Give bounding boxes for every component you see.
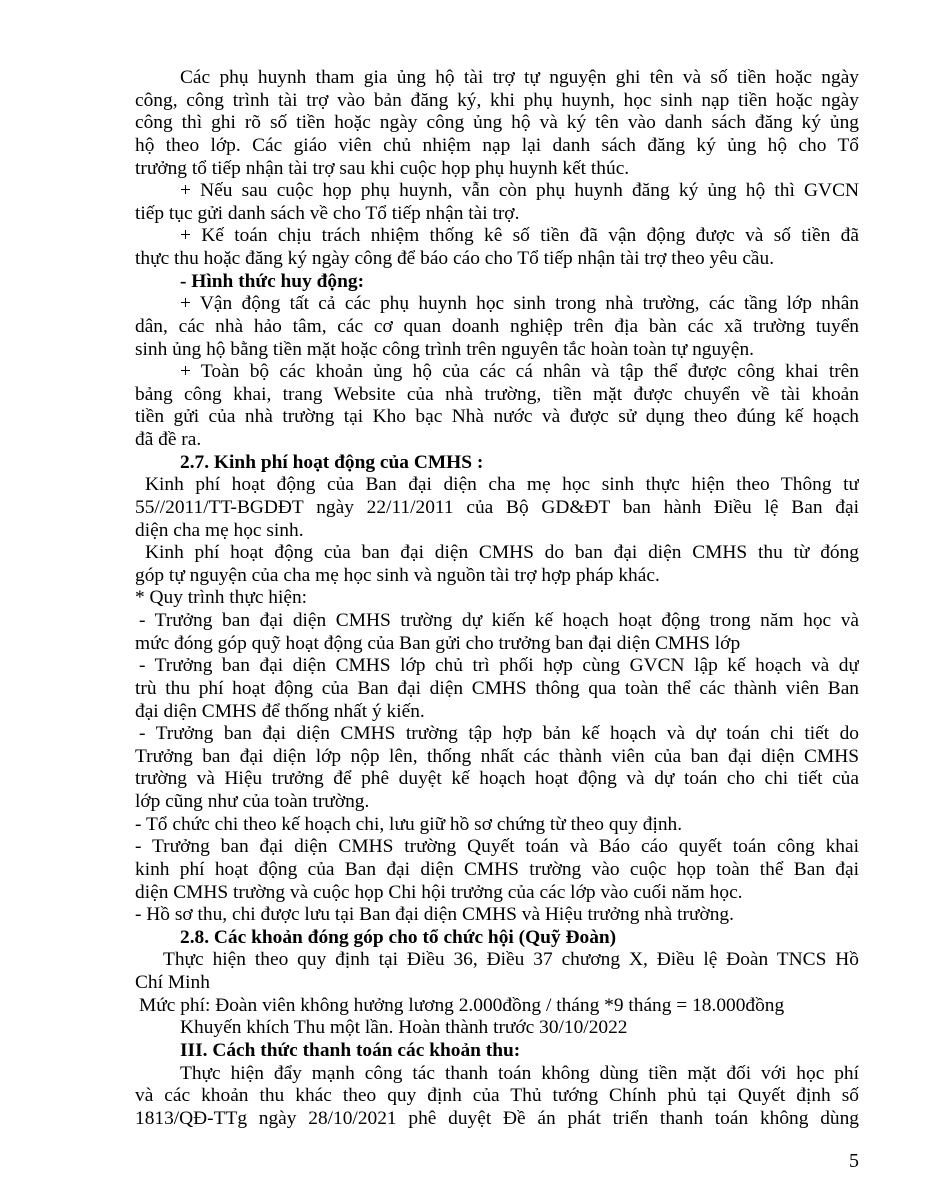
text-line: kinh phí hoạt động của Ban đại diện CMHS trường vào cuộc họp toàn thể Ban đại	[135, 858, 859, 880]
text-line: Kinh phí hoạt động của ban đại diện CMHS do ban đại diện CMHS thu từ đóng	[145, 542, 859, 564]
text-line: 55//2011/TT-BGDĐT ngày 22/11/2011 của Bộ GD&ĐT ban hành Điều lệ Ban đại	[135, 496, 859, 518]
text-line: Khuyến khích Thu một lần. Hoàn thành trước 30/10/2022	[180, 1017, 628, 1039]
text-line: đại diện CMHS để thống nhất ý kiến.	[135, 700, 425, 722]
text-line: Các phụ huynh tham gia ủng hộ tài trợ tự nguyện ghi tên và số tiền hoặc ngày	[180, 67, 859, 88]
text-line: công, công trình tài trợ vào bản đăng ký, khi phụ huynh, học sinh nạp tiền hoặc ngày	[135, 89, 859, 111]
section-heading: III. Cách thức thanh toán các khoản thu:	[180, 1039, 521, 1061]
text-line: dân, các nhà hảo tâm, các cơ quan doanh nghiệp trên địa bàn các xã trường tuyển	[135, 315, 859, 337]
text-line: tiếp tục gửi danh sách về cho Tổ tiếp nhận tài trợ.	[135, 202, 520, 224]
section-heading: - Hình thức huy động:	[180, 270, 365, 292]
text-line: trưởng tổ tiếp nhận tài trợ sau khi cuộc họp phụ huynh kết thúc.	[135, 157, 630, 179]
text-line: + Toàn bộ các khoản ủng hộ của các cá nhân và tập thể được công khai trên	[180, 361, 859, 383]
text-line: mức đóng góp quỹ hoạt động của Ban gửi cho trưởng ban đại diện CMHS lớp	[135, 632, 741, 654]
text-line: - Trưởng ban đại diện CMHS trường dự kiến kế hoạch hoạt động trong năm học và	[139, 610, 859, 631]
section-heading: 2.7. Kinh phí hoạt động của CMHS :	[180, 451, 484, 473]
text-line: bảng công khai, trang Website của nhà trường, tiền mặt được chuyển về tài khoản	[135, 383, 859, 405]
text-line: Mức phí: Đoàn viên không hưởng lương 2.000đồng / tháng *9 tháng = 18.000đồng	[139, 994, 785, 1016]
section-heading: 2.8. Các khoản đóng góp cho tổ chức hội (Quỹ Đoàn)	[180, 926, 617, 948]
text-line: - Hồ sơ thu, chi được lưu tại Ban đại diện CMHS và Hiệu trưởng nhà trường.	[135, 904, 734, 926]
text-line: + Nếu sau cuộc họp phụ huynh, vẫn còn phụ huynh đăng ký ủng hộ thì GVCN	[180, 180, 859, 202]
text-line: Chí Minh	[135, 972, 210, 993]
text-line: - Trưởng ban đại diện CMHS trường tập hợp bản kế hoạch và dự toán chi tiết do	[139, 723, 859, 745]
text-line: diện cha mẹ học sinh.	[135, 519, 304, 541]
text-line: đã đề ra.	[135, 429, 202, 450]
text-line: hộ theo lớp. Các giáo viên chủ nhiệm nạp lại danh sách đăng ký ủng hộ cho Tổ	[135, 134, 859, 156]
text-line: + Vận động tất cả các phụ huynh học sinh trong nhà trường, các tầng lớp nhân	[180, 293, 859, 315]
text-line: * Quy trình thực hiện:	[135, 587, 308, 609]
text-line: - Trưởng ban đại diện CMHS lớp chủ trì phối hợp cùng GVCN lập kế hoạch và dự	[139, 655, 859, 677]
text-line: và các khoản thu khác theo quy định của Thủ tướng Chính phủ tại Quyết định số	[135, 1085, 859, 1107]
text-line: + Kế toán chịu trách nhiệm thống kê số tiền đã vận động được và số tiền đã	[180, 225, 859, 247]
text-line: Thực hiện theo quy định tại Điều 36, Điều 37 chương X, Điều lệ Đoàn TNCS Hồ	[163, 949, 859, 971]
text-line: trù thu phí hoạt động của Ban đại diện CMHS thông qua toàn thể các thành viên Ban	[135, 677, 859, 699]
text-line: sinh ủng hộ bằng tiền mặt hoặc công trình trên nguyên tắc hoàn toàn tự nguyện.	[135, 338, 755, 360]
text-line: - Tổ chức chi theo kế hoạch chi, lưu giữ hồ sơ chứng từ theo quy định.	[135, 813, 683, 835]
text-line: Trưởng ban đại diện lớp nộp lên, thống nhất các thành viên của ban đại diện CMHS	[135, 745, 859, 767]
text-block	[135, 67, 859, 1130]
text-line: thực thu hoặc đăng ký ngày công để báo cáo cho Tổ tiếp nhận tài trợ theo yêu cầu.	[135, 248, 775, 269]
text-line: diện CMHS trường và cuộc họp Chi hội trưởng của các lớp vào cuối năm học.	[135, 881, 743, 903]
text-line: lớp cũng như của toàn trường.	[135, 791, 370, 812]
text-line: tiền gửi của nhà trường tại Kho bạc Nhà nước và được sử dụng theo đúng kế hoạch	[135, 406, 859, 428]
text-line: công thì ghi rõ số tiền hoặc ngày công ủng hộ và ký tên vào danh sách đăng ký ủng	[135, 112, 859, 134]
text-line: - Trưởng ban đại diện CMHS trường Quyết toán và Báo cáo quyết toán công khai	[135, 836, 859, 858]
page-number: 5	[849, 1150, 859, 1172]
text-line: góp tự nguyện của cha mẹ học sinh và nguồn tài trợ hợp pháp khác.	[135, 564, 660, 586]
text-line: trường và Hiệu trưởng để phê duyệt kế hoạch hoạt động và dự toán cho chi tiết của	[135, 768, 859, 790]
text-line: Kinh phí hoạt động của Ban đại diện cha mẹ học sinh thực hiện theo Thông tư	[145, 474, 859, 496]
text-line: 1813/QĐ-TTg ngày 28/10/2021 phê duyệt Đề án phát triển thanh toán không dùng	[135, 1107, 859, 1129]
text-line: Thực hiện đẩy mạnh công tác thanh toán không dùng tiền mặt đối với học phí	[180, 1062, 859, 1084]
